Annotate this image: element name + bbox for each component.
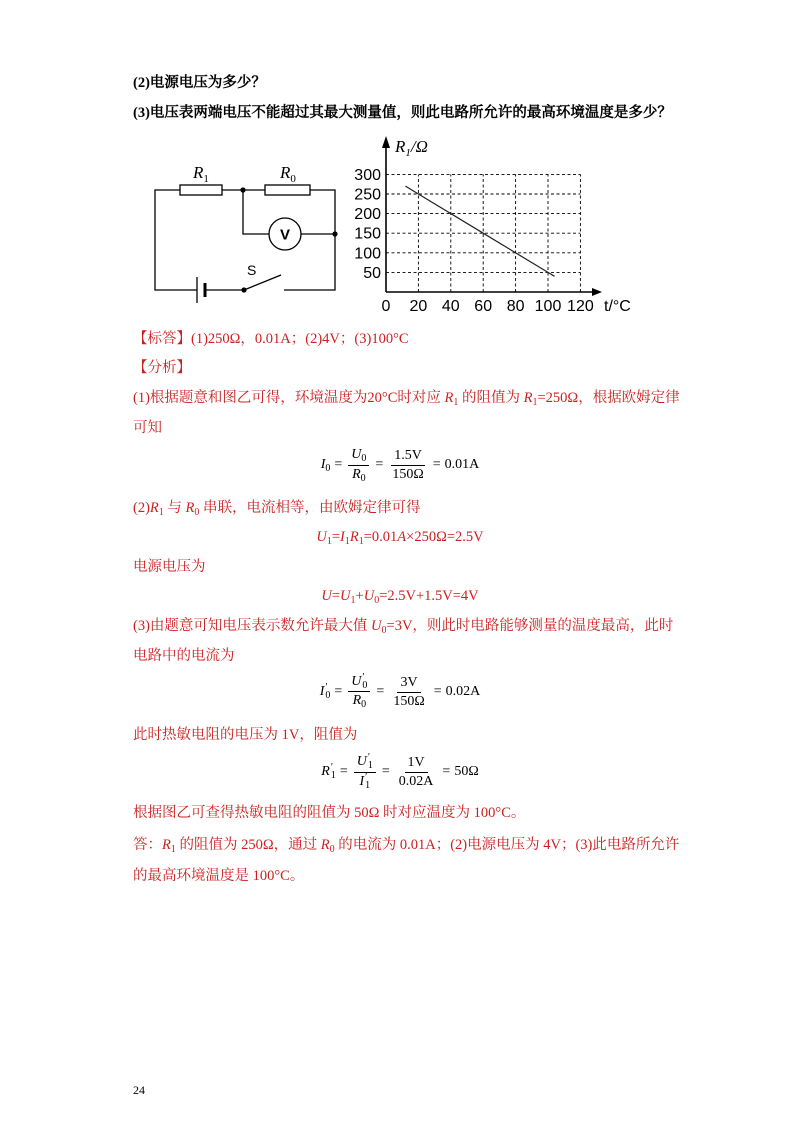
fraction-symbolic — [348, 447, 369, 484]
math-subscript: 0 — [361, 699, 367, 711]
y-axis-label — [394, 137, 428, 159]
math-subscript: 1 — [532, 397, 538, 408]
resistor-r0 — [265, 185, 310, 195]
formula-current-i0 — [0, 445, 800, 485]
junction-dot — [240, 187, 245, 192]
math-subscript: 1 — [350, 595, 356, 606]
math-variable: A — [397, 529, 407, 545]
text-run: (1)根据题意和图乙可得，环境温度为20°C时对应 — [133, 390, 445, 406]
math-subscript: 0 — [329, 844, 335, 855]
math-subscript: 1 — [453, 397, 459, 408]
y-axis-label-symbol: R — [395, 137, 406, 156]
text-run: (3)由题意可知电压表示数允许最大值 — [133, 618, 372, 634]
analysis-step3-line4: 根据图乙可查得热敏电阻的阻值为 50Ω 时对应温度为 100°C。 — [133, 805, 526, 821]
fraction-denominator — [356, 773, 373, 790]
resistor-r0-symbol: R — [280, 163, 291, 182]
math-subscript: 0 — [374, 595, 380, 606]
x-tick-label: 0 — [381, 298, 391, 315]
fraction-denominator: 150Ω — [392, 466, 424, 482]
formula-lhs — [319, 681, 331, 701]
text-run: =3V，则此时电路能够测量的温度最高，此时 — [386, 618, 674, 634]
math-subscript: 1 — [365, 779, 371, 791]
switch-pivot-dot — [241, 287, 246, 292]
question-2: (2)电源电压为多少？ — [133, 75, 266, 91]
fraction-numerator — [354, 754, 376, 772]
fraction-numerator — [348, 671, 370, 692]
formula-lhs — [321, 761, 336, 781]
math-subscript: 1 — [326, 536, 332, 547]
math-variable: R — [162, 837, 171, 853]
junction-dot — [332, 231, 337, 236]
math-subscript: 1 — [358, 536, 364, 547]
formula-result: 0.02A — [445, 684, 481, 699]
x-tick-label: 20 — [409, 298, 428, 315]
analysis-step2-line1 — [133, 498, 421, 518]
text-run: 与 — [163, 500, 186, 516]
text-run: ×250Ω=2.5V — [406, 529, 484, 545]
y-axis-label-subscript: 1 — [405, 147, 411, 159]
formula-result: 50Ω — [454, 764, 479, 779]
circuit-wire-left — [155, 190, 197, 290]
equals-sign: = — [442, 764, 451, 779]
math-variable: R — [523, 390, 533, 406]
math-variable: I — [359, 773, 365, 789]
equals-sign: = — [376, 684, 385, 699]
text-run: = — [331, 529, 341, 545]
math-prime-subscript — [330, 761, 336, 781]
math-subscript: 1 — [330, 769, 336, 781]
equals-sign: = — [375, 457, 384, 472]
analysis-step1-line1 — [133, 388, 680, 408]
equals-sign: = — [334, 457, 343, 472]
voltmeter-branch-wire — [243, 190, 269, 234]
equation-u1 — [0, 527, 800, 547]
math-subscript: 1 — [344, 536, 350, 547]
equals-sign: = — [339, 764, 348, 779]
math-variable: R — [349, 529, 359, 545]
math-variable: U — [321, 588, 332, 604]
math-prime: ′ — [362, 671, 365, 683]
x-axis-arrow — [592, 288, 602, 296]
math-prime-subscript — [365, 771, 371, 791]
math-variable: U — [351, 446, 362, 462]
equals-sign: = — [334, 684, 343, 699]
math-variable: R — [352, 693, 362, 709]
math-prime: ′ — [365, 771, 368, 783]
math-subscript: 0 — [325, 689, 331, 701]
math-variable: R — [352, 466, 361, 482]
math-subscript: 0 — [362, 679, 368, 691]
fraction-numeric — [396, 755, 437, 790]
x-axis-label: t/°C — [604, 298, 631, 315]
fraction-numerator: 1.5V — [391, 448, 425, 466]
math-variable: U — [356, 754, 367, 770]
series-line — [405, 186, 554, 276]
resistor-r0-label — [279, 163, 296, 185]
x-tick-label: 60 — [474, 298, 493, 315]
fraction-numerator: 1V — [405, 755, 428, 773]
analysis-step3-line2: 电路中的电流为 — [133, 648, 235, 664]
y-tick-label: 250 — [354, 186, 381, 204]
text-run: (2) — [133, 500, 150, 516]
x-tick-label: 80 — [506, 298, 525, 315]
text-run: 的阻值为 250Ω，通过 — [175, 837, 321, 853]
equals-sign: = — [432, 457, 441, 472]
analysis-step3-line3: 此时热敏电阻的电压为 1V，阻值为 — [133, 727, 358, 743]
math-subscript: 1 — [158, 507, 164, 518]
switch-label: S — [247, 262, 257, 278]
equals-sign: = — [381, 764, 390, 779]
resistor-r1-subscript: 1 — [203, 173, 209, 185]
math-variable: U — [371, 618, 382, 634]
y-tick-label: 300 — [354, 166, 381, 184]
formula-lhs — [321, 457, 331, 473]
text-run: 的电流为 0.01A；(2)电源电压为 4V；(3)此电路所允许 — [334, 837, 680, 853]
math-subscript: 0 — [325, 463, 331, 474]
y-axis-arrow — [382, 136, 390, 148]
circuit-diagram — [140, 150, 350, 310]
math-variable: R — [149, 500, 159, 516]
chart-series — [405, 186, 554, 276]
final-answer-line1 — [133, 835, 679, 855]
analysis-step2-line2: 电源电压为 — [133, 559, 206, 575]
math-variable: U — [316, 529, 327, 545]
fraction-numerator — [348, 447, 369, 466]
text-run: =0.01 — [363, 529, 398, 545]
math-prime: ′ — [367, 752, 371, 764]
math-prime-subscript — [325, 681, 331, 701]
question-3: (3)电压表两端电压不能超过其最大测量值，则此电路所允许的最高环境温度是多少？ — [133, 105, 672, 121]
math-subscript: 0 — [361, 452, 367, 464]
answer-key: 【标答】(1)250Ω，0.01A；(2)4V；(3)100°C — [133, 331, 409, 347]
y-tick-label: 50 — [363, 264, 381, 282]
equation-source-voltage — [0, 586, 800, 606]
fraction-denominator: 0.02A — [398, 773, 434, 789]
fraction-numerator: 3V — [397, 675, 420, 693]
formula-resistance-r1-prime — [0, 752, 800, 792]
math-variable: R — [444, 390, 454, 406]
resistor-r1-symbol: R — [193, 163, 204, 182]
equals-sign: = — [433, 684, 442, 699]
resistor-r1 — [180, 185, 222, 195]
analysis-step3-line1 — [133, 616, 673, 636]
math-prime-subscript — [362, 671, 368, 691]
circuit-wires — [155, 185, 335, 303]
text-run: =2.5V+1.5V=4V — [379, 588, 479, 604]
formula-result: 0.01A — [444, 457, 480, 472]
y-tick-label: 200 — [354, 206, 381, 224]
circuit-wire-right — [284, 190, 335, 290]
math-variable: R — [321, 764, 330, 780]
fraction-numeric — [390, 675, 427, 710]
math-prime-subscript — [368, 754, 373, 770]
analysis-step1-line2: 可知 — [133, 420, 162, 436]
math-variable: R — [185, 500, 195, 516]
resistor-r1-label — [192, 163, 209, 185]
final-answer-line2: 的最高环境温度是 100°C。 — [133, 868, 305, 884]
text-run: 答： — [133, 837, 162, 853]
y-tick-label: 150 — [354, 225, 381, 243]
y-tick-label: 100 — [354, 245, 381, 263]
y-axis-label-unit: /Ω — [410, 137, 428, 156]
fraction-denominator — [350, 692, 370, 710]
x-tick-label: 120 — [567, 298, 594, 315]
math-subscript: 0 — [381, 625, 387, 636]
fraction-numeric — [389, 448, 426, 483]
text-run: = — [331, 588, 341, 604]
math-variable: R — [320, 837, 330, 853]
text-run: =250Ω，根据欧姆定律 — [537, 390, 680, 406]
math-variable: I — [320, 457, 326, 472]
fraction-symbolic — [348, 671, 370, 711]
text-run: 的阻值为 — [458, 390, 524, 406]
math-subscript: 0 — [194, 507, 200, 518]
text-run: + — [355, 588, 364, 604]
fraction-denominator: 150Ω — [393, 693, 425, 709]
fraction-denominator — [349, 466, 369, 484]
math-subscript: 0 — [360, 472, 366, 484]
x-tick-label: 40 — [441, 298, 460, 315]
analysis-heading: 【分析】 — [133, 360, 191, 376]
fraction-symbolic — [354, 754, 376, 789]
resistance-temperature-chart — [345, 125, 645, 320]
math-subscript: 1 — [367, 760, 373, 772]
math-variable: U — [351, 674, 362, 690]
page-number: 24 — [133, 1083, 145, 1097]
resistor-r0-subscript: 0 — [290, 173, 296, 185]
math-variable: U — [340, 588, 351, 604]
math-variable: I — [319, 684, 325, 700]
text-run: 串联，电流相等，由欧姆定律可得 — [199, 500, 421, 516]
math-variable: U — [363, 588, 375, 604]
voltmeter-label: V — [279, 226, 291, 244]
math-variable: I — [340, 529, 345, 545]
math-prime: ′ — [330, 761, 334, 773]
math-subscript: 1 — [170, 844, 176, 855]
math-prime: ′ — [325, 681, 328, 693]
x-tick-label: 100 — [534, 298, 562, 315]
formula-current-i0-prime — [0, 672, 800, 712]
